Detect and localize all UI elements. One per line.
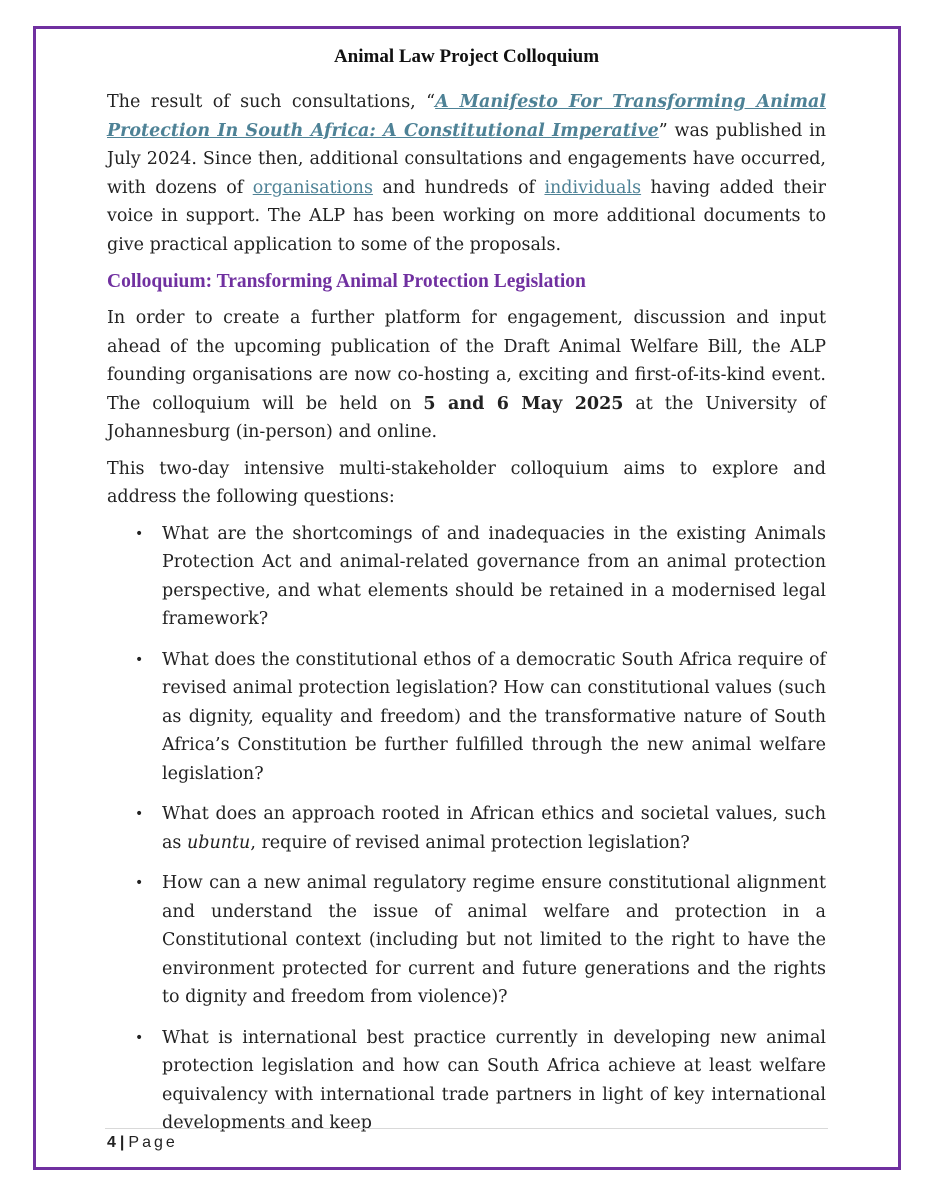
bullet-icon: • [135, 525, 144, 542]
footer-separator: | [119, 1134, 125, 1151]
document-header-title: Animal Law Project Colloquium [333, 46, 600, 67]
question-text: What are the shortcomings of and inadequacies in the existing Animals Protection Act and animal-related governance from an animal protection perspective, and what elements should be retained in a modernised legal framework? [162, 523, 826, 629]
footer-divider [105, 1128, 828, 1129]
bullet-icon: • [135, 875, 144, 891]
intro-text: having added their voice in support. The ALP has been working on more additional documents to give practical application to some of the proposals. [107, 177, 826, 255]
list-item [107, 800, 826, 857]
intro-paragraph [107, 88, 826, 259]
list-item [107, 520, 826, 634]
aims-paragraph: This two-day intensive multi-stakeholder colloquium aims to explore and address the following questions: [107, 458, 826, 507]
page-footer [107, 1133, 178, 1153]
list-item [107, 646, 826, 789]
intro-text: and hundreds of [372, 177, 545, 198]
list-item [107, 1024, 826, 1138]
ubuntu-term: ubuntu [186, 832, 251, 853]
section-heading: Colloquium: Transforming Animal Protection Legislation [107, 271, 586, 292]
question-text: What does the constitutional ethos of a democratic South Africa require of revised animal protection legislation? How can constitutional values (such as dignity, equality and freedom) and the transformative nature of South Africa’s Constitution be further fulfilled through the new animal welfare legislation? [162, 649, 826, 784]
event-paragraph [107, 304, 826, 447]
questions-list [107, 520, 826, 1138]
manifesto-link[interactable]: A Manifesto For Transforming Animal Protection In South Africa: A Constitutional Imperative [107, 92, 826, 141]
question-text: , require of revised animal protection legislation? [250, 832, 690, 853]
intro-text: ” was published in July 2024. Since then, additional consultations and engagements have occurred, with dozens of [107, 120, 826, 198]
bullet-icon: • [135, 651, 144, 668]
question-text: What is international best practice currently in developing new animal protection legislation and how can South Africa achieve at least welfare equivalency with international trade partners in light of key international developments and keep [162, 1027, 826, 1133]
document-body [107, 44, 826, 1150]
page-label: Page [128, 1134, 178, 1151]
question-text: How can a new animal regulatory regime ensure constitutional alignment and understand the issue of animal welfare and protection in a Constitutional context (including but not limited to the right to have the environment protected for current and future generations and the rights to dignity and freedom from violence)? [162, 873, 826, 1007]
bullet-icon: • [135, 806, 144, 822]
page-number: 4 [107, 1134, 116, 1151]
event-date: 5 and 6 May 2025 [423, 393, 624, 414]
list-item [107, 869, 826, 1012]
individuals-link[interactable]: individuals [544, 177, 642, 198]
organisations-link[interactable]: organisations [252, 177, 373, 198]
intro-text: The result of such consultations, “ [107, 92, 436, 112]
bullet-icon: • [135, 1029, 144, 1046]
event-text: In order to create a further platform for engagement, discussion and input ahead of the upcoming publication of the Draft Animal Welfare Bill, the ALP founding organisations are now co-hosting a, exciting and first-of-its-kind event. The colloquium will be held on [107, 308, 826, 414]
event-text: at the University of Johannesburg (in-person) and online. [107, 393, 826, 442]
question-text: What does an approach rooted in African ethics and societal values, such as [162, 804, 826, 853]
